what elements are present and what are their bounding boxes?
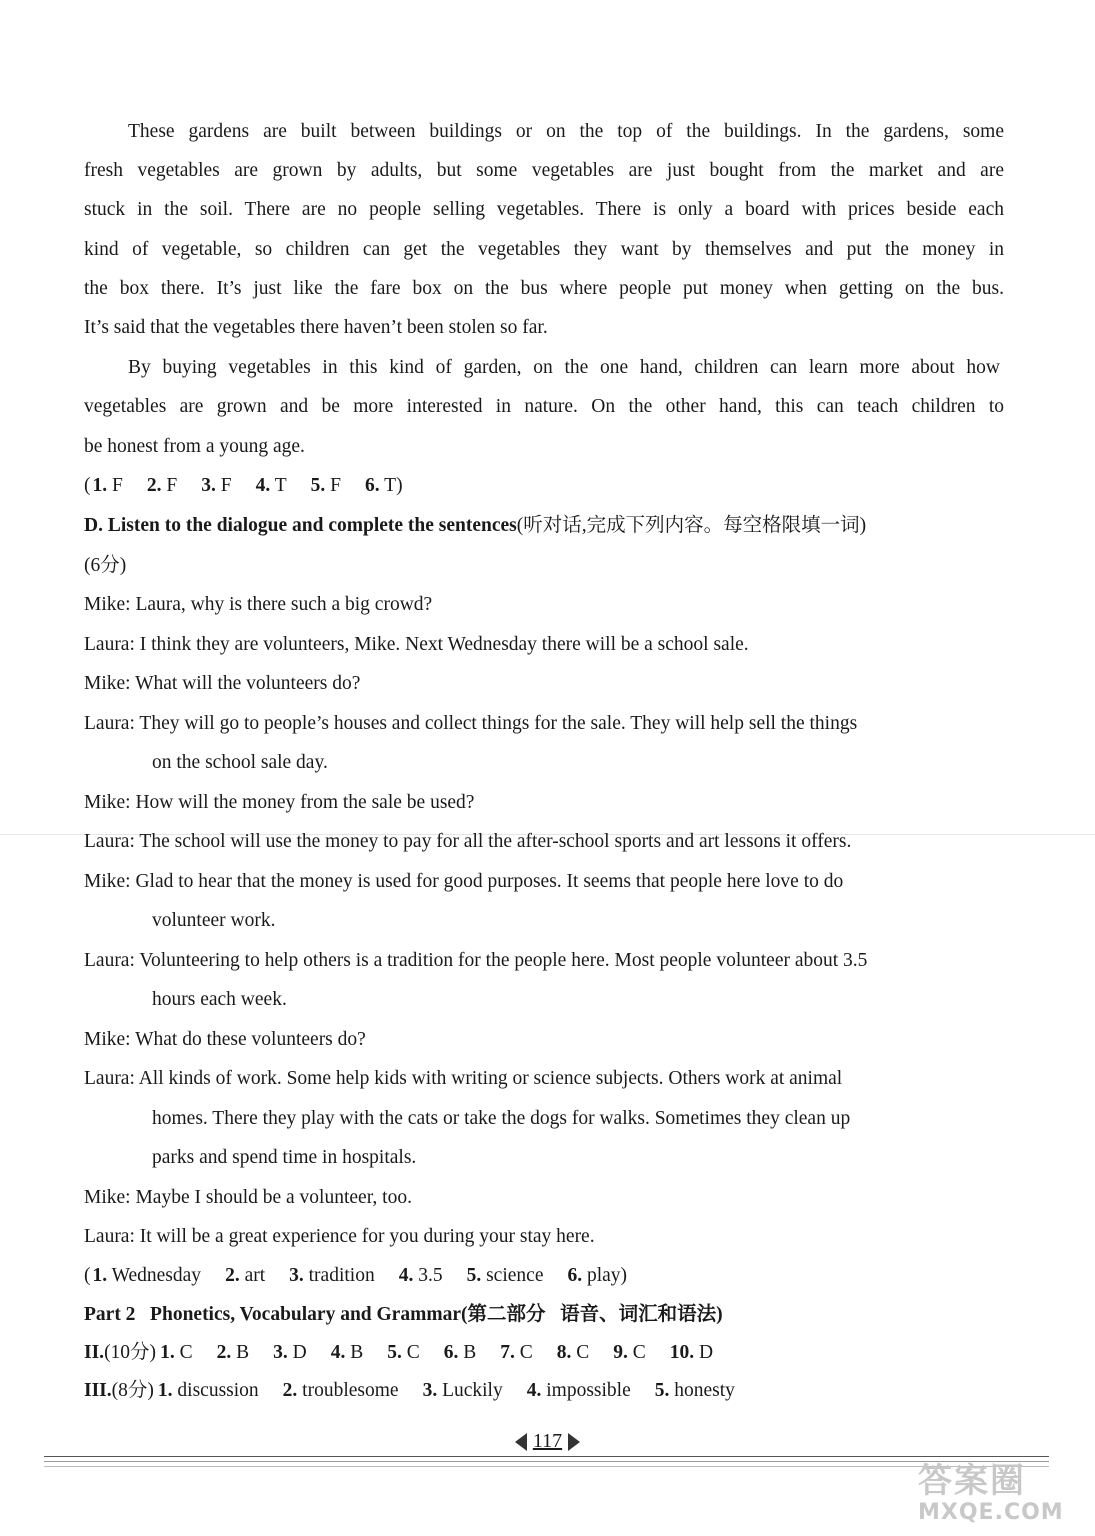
right-arrow-icon <box>568 1433 580 1451</box>
answer-item: 1. C <box>160 1342 193 1363</box>
dialogue-line: Laura: Volunteering to help others is a tradition for the people here. Most people volunteer about 3.5 <box>84 950 868 971</box>
answer-item: 6. play) <box>567 1265 628 1286</box>
answer-item: 5. science <box>466 1265 544 1286</box>
dialogue-line: Mike: Glad to hear that the money is used for good purposes. It seems that people here love to do <box>84 871 844 892</box>
section-ii-label: II. <box>84 1342 105 1363</box>
dialogue-line: volunteer work. <box>152 910 276 931</box>
speaker-laura: Laura: <box>84 1226 135 1247</box>
paragraph-line: By buying vegetables in this kind of garden, on the one hand, children can learn more about how <box>128 357 1000 378</box>
answer-item: 3. F <box>201 475 232 496</box>
section-d-title: D. Listen to the dialogue and complete the sentences <box>84 515 517 536</box>
dialogue-line: Laura: The school will use the money to pay for all the after-school sports and art lessons it offers. <box>84 831 852 852</box>
answer-item: 4. T <box>255 475 287 496</box>
footer-rule <box>44 1466 1049 1467</box>
speaker-laura: Laura: <box>84 1068 135 1089</box>
answer-item: 6. T) <box>365 475 403 496</box>
answer-item: 4. B <box>330 1342 364 1363</box>
watermark-logo: 答案圈 MXQE.COM <box>918 1461 1064 1525</box>
section-d-instruction: (听对话,完成下列内容。每空格限填一词) <box>516 515 867 536</box>
dialogue-line: Laura: It will be a great experience for you during your stay here. <box>84 1226 595 1247</box>
section-d-heading <box>84 514 1004 538</box>
answer-item: 1. F <box>92 475 123 496</box>
dialogue-line: parks and spend time in hospitals. <box>152 1147 417 1168</box>
answer-item: 6. B <box>443 1342 477 1363</box>
dialogue-line: hours each week. <box>152 989 287 1010</box>
open-paren: ( <box>84 1265 91 1286</box>
left-arrow-icon <box>515 1433 527 1451</box>
answer-item: 3. D <box>273 1342 307 1363</box>
speaker-laura: Laura: <box>84 950 135 971</box>
dialogue-line: Laura: I think they are volunteers, Mike. Next Wednesday there will be a school sale. <box>84 634 749 655</box>
dialogue-line: Laura: They will go to people’s houses and collect things for the sale. They will help sell the things <box>84 713 858 734</box>
section-iii-score: (8分) <box>111 1380 154 1401</box>
page-number: 117 <box>0 1430 1095 1453</box>
answer-item: 7. C <box>500 1342 533 1363</box>
part2-cn: (第二部分 语音、词汇和语法) <box>460 1304 723 1325</box>
open-paren: ( <box>84 475 91 496</box>
answer-item: 4. 3.5 <box>398 1265 443 1286</box>
paragraph-line: vegetables are grown and be more interested in nature. On the other hand, this can teach children to <box>84 396 1004 417</box>
answer-item: 5. C <box>387 1342 420 1363</box>
speaker-mike: Mike: <box>84 594 131 615</box>
dialogue-line: Mike: What will the volunteers do? <box>84 673 361 694</box>
answer-item: 2. art <box>225 1265 266 1286</box>
footer-rule <box>44 1456 1049 1457</box>
answer-item: 2. B <box>216 1342 250 1363</box>
answer-item: 3. tradition <box>289 1265 375 1286</box>
answer-item: 1. Wednesday <box>92 1265 202 1286</box>
speaker-mike: Mike: <box>84 1187 131 1208</box>
answer-item: 2. troublesome <box>282 1380 399 1401</box>
part2-heading <box>84 1303 1004 1327</box>
dialogue-line: Mike: Laura, why is there such a big crowd? <box>84 594 433 615</box>
dialogue-line: Laura: All kinds of work. Some help kids with writing or science subjects. Others work at animal <box>84 1068 843 1089</box>
answer-item: 5. F <box>310 475 342 496</box>
paragraph-line: stuck in the soil. There are no people selling vegetables. There is only a board with prices beside each <box>84 199 1004 220</box>
section-iii-label: III. <box>84 1380 112 1401</box>
answer-item: 2. F <box>146 475 178 496</box>
speaker-laura: Laura: <box>84 634 135 655</box>
answer-item: 10. D <box>669 1342 714 1363</box>
speaker-mike: Mike: <box>84 792 131 813</box>
answer-item: 1. discussion <box>157 1380 259 1401</box>
dialogue-line: Mike: What do these volunteers do? <box>84 1029 366 1050</box>
footer-rule <box>44 1461 1049 1462</box>
answer-item: 3. Luckily <box>422 1380 503 1401</box>
dialogue-line: on the school sale day. <box>152 752 328 773</box>
section-d-score: (6分) <box>84 555 127 576</box>
section-iii-answers <box>84 1379 1004 1403</box>
speaker-laura: Laura: <box>84 713 135 734</box>
paragraph-line: It’s said that the vegetables there haven’t been stolen so far. <box>84 317 548 338</box>
paragraph-line: kind of vegetable, so children can get the vegetables they want by themselves and put the money in <box>84 239 1004 260</box>
paragraph-line: the box there. It’s just like the fare box on the bus where people put money when getting on the bus. <box>84 278 1004 299</box>
dialogue-line: Mike: How will the money from the sale be used? <box>84 792 475 813</box>
dialogue-line: homes. There they play with the cats or take the dogs for walks. Sometimes they clean up <box>152 1108 851 1129</box>
paragraph-line: be honest from a young age. <box>84 436 305 457</box>
answer-item: 5. honesty <box>654 1380 735 1401</box>
answer-item: 8. C <box>556 1342 590 1363</box>
answer-key-c <box>84 474 1004 498</box>
dialogue-line: Mike: Maybe I should be a volunteer, too. <box>84 1187 412 1208</box>
answer-key-d <box>84 1264 1004 1288</box>
speaker-laura: Laura: <box>84 831 135 852</box>
speaker-mike: Mike: <box>84 673 131 694</box>
speaker-mike: Mike: <box>84 1029 131 1050</box>
part2-title: Part 2 Phonetics, Vocabulary and Grammar <box>84 1304 461 1325</box>
paragraph-line: fresh vegetables are grown by adults, but some vegetables are just bought from the market and are <box>84 160 1004 181</box>
paragraph-line: These gardens are built between buildings or on the top of the buildings. In the gardens, some <box>128 121 1004 142</box>
section-ii-score: (10分) <box>104 1342 157 1363</box>
answer-item: 4. impossible <box>526 1380 631 1401</box>
speaker-mike: Mike: <box>84 871 131 892</box>
section-ii-answers <box>84 1341 1004 1365</box>
answer-item: 9. C <box>613 1342 646 1363</box>
